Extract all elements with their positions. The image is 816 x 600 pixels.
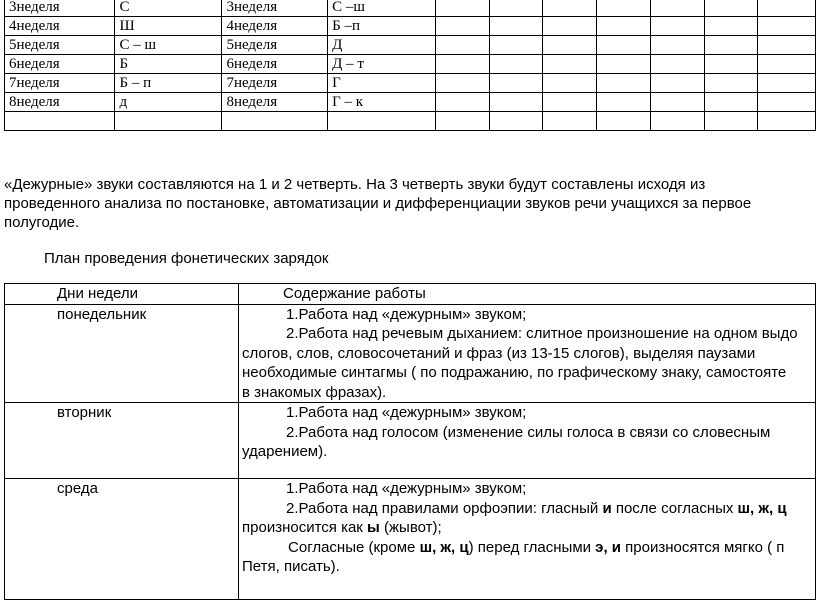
content-monday: 1.Работа над «дежурным» звуком; 2.Работа над речевым дыханием: слитное произношение на одном выдо слогов, слов, словосочетаний и фраз (из 13-15 слогов), выделяя паузами необходимые синтагмы ( по подражанию, по графическому знаку, самостояте в знакомых фразах). <box>239 304 816 403</box>
week-cell: 4неделя <box>5 17 115 36</box>
week-row <box>5 55 816 74</box>
header-content: Содержание работы <box>239 284 816 305</box>
week-cell <box>597 36 651 55</box>
plan-row-wednesday <box>5 479 816 600</box>
week-cell <box>489 112 543 131</box>
week-cell: д <box>115 93 222 112</box>
day-tuesday: вторник <box>5 403 239 479</box>
week-cell <box>597 55 651 74</box>
week-cell <box>650 36 704 55</box>
week-cell <box>597 74 651 93</box>
week-cell: 6неделя <box>5 55 115 74</box>
week-cell <box>758 17 816 36</box>
week-cell: Ш <box>115 17 222 36</box>
week-cell <box>758 93 816 112</box>
week-cell: 5неделя <box>222 36 328 55</box>
week-cell <box>489 17 543 36</box>
week-cell <box>543 55 597 74</box>
week-cell: 3неделя <box>5 0 115 17</box>
week-cell <box>435 36 489 55</box>
week-cell <box>115 112 222 131</box>
week-cell <box>5 112 115 131</box>
week-row <box>5 0 816 17</box>
week-cell: С – ш <box>115 36 222 55</box>
week-cell: Б –п <box>328 17 436 36</box>
plan-title: План проведения фонетических зарядок <box>44 250 329 267</box>
week-cell <box>435 17 489 36</box>
week-cell: 5неделя <box>5 36 115 55</box>
week-cell: Б <box>115 55 222 74</box>
week-row <box>5 74 816 93</box>
week-cell: 6неделя <box>222 55 328 74</box>
week-row <box>5 93 816 112</box>
content-wednesday: 1.Работа над «дежурным» звуком; 2.Работа над правилами орфоэпии: гласный и после согласных ш, ж, ц произносится как ы (жывот); Согласные (кроме ш, ж, ц) перед гласными э, и произносятся мягко ( п Петя, писать). <box>239 479 816 600</box>
week-cell <box>597 0 651 17</box>
week-cell: Г <box>328 74 436 93</box>
info-paragraph: «Дежурные» звуки составляются на 1 и 2 четверть. На 3 четверть звуки будут составлены исходя из проведенного анализа по постановке, автоматизации и дифференциации звуков речи учащихся за первое полугодие. <box>4 176 752 231</box>
week-cell <box>435 0 489 17</box>
week-cell <box>543 93 597 112</box>
week-cell <box>650 74 704 93</box>
week-cell <box>597 17 651 36</box>
weeks-table <box>4 0 816 131</box>
week-cell <box>435 112 489 131</box>
day-monday: понедельник <box>5 304 239 403</box>
plan-row-tuesday <box>5 403 816 479</box>
week-cell <box>489 0 543 17</box>
plan-header-row <box>5 284 816 305</box>
week-cell <box>704 36 758 55</box>
week-cell: С –ш <box>328 0 436 17</box>
week-cell <box>650 17 704 36</box>
week-cell <box>758 36 816 55</box>
week-cell <box>489 93 543 112</box>
week-cell <box>489 74 543 93</box>
week-cell <box>328 112 436 131</box>
week-row <box>5 112 816 131</box>
week-cell <box>543 74 597 93</box>
plan-table <box>4 283 816 600</box>
week-cell <box>489 55 543 74</box>
week-cell: Г – к <box>328 93 436 112</box>
week-cell: Д <box>328 36 436 55</box>
week-cell <box>650 0 704 17</box>
week-cell: Д – т <box>328 55 436 74</box>
header-day: Дни недели <box>5 284 239 305</box>
week-cell <box>650 55 704 74</box>
week-cell <box>435 74 489 93</box>
week-cell <box>543 17 597 36</box>
week-cell <box>489 36 543 55</box>
week-cell <box>758 0 816 17</box>
week-cell <box>704 17 758 36</box>
week-cell <box>704 0 758 17</box>
week-cell: Б – п <box>115 74 222 93</box>
week-cell <box>758 55 816 74</box>
plan-row-monday <box>5 304 816 403</box>
week-cell <box>650 93 704 112</box>
week-cell: 3неделя <box>222 0 328 17</box>
week-cell <box>543 0 597 17</box>
week-cell <box>650 112 704 131</box>
week-cell <box>704 112 758 131</box>
week-cell <box>543 112 597 131</box>
week-cell <box>597 93 651 112</box>
week-cell: 8неделя <box>222 93 328 112</box>
content-tuesday: 1.Работа над «дежурным» звуком; 2.Работа над голосом (изменение силы голоса в связи со словесным ударением). <box>239 403 816 479</box>
week-cell <box>222 112 328 131</box>
week-cell <box>704 74 758 93</box>
day-wednesday: среда <box>5 479 239 600</box>
week-cell <box>704 93 758 112</box>
week-cell: 4неделя <box>222 17 328 36</box>
week-cell: 7неделя <box>222 74 328 93</box>
week-cell: 8неделя <box>5 93 115 112</box>
week-cell <box>758 112 816 131</box>
week-cell <box>435 93 489 112</box>
week-cell <box>758 74 816 93</box>
week-row <box>5 36 816 55</box>
week-cell: 7неделя <box>5 74 115 93</box>
week-cell <box>543 36 597 55</box>
week-cell <box>597 112 651 131</box>
week-cell <box>435 55 489 74</box>
week-row <box>5 17 816 36</box>
week-cell <box>704 55 758 74</box>
week-cell: С <box>115 0 222 17</box>
